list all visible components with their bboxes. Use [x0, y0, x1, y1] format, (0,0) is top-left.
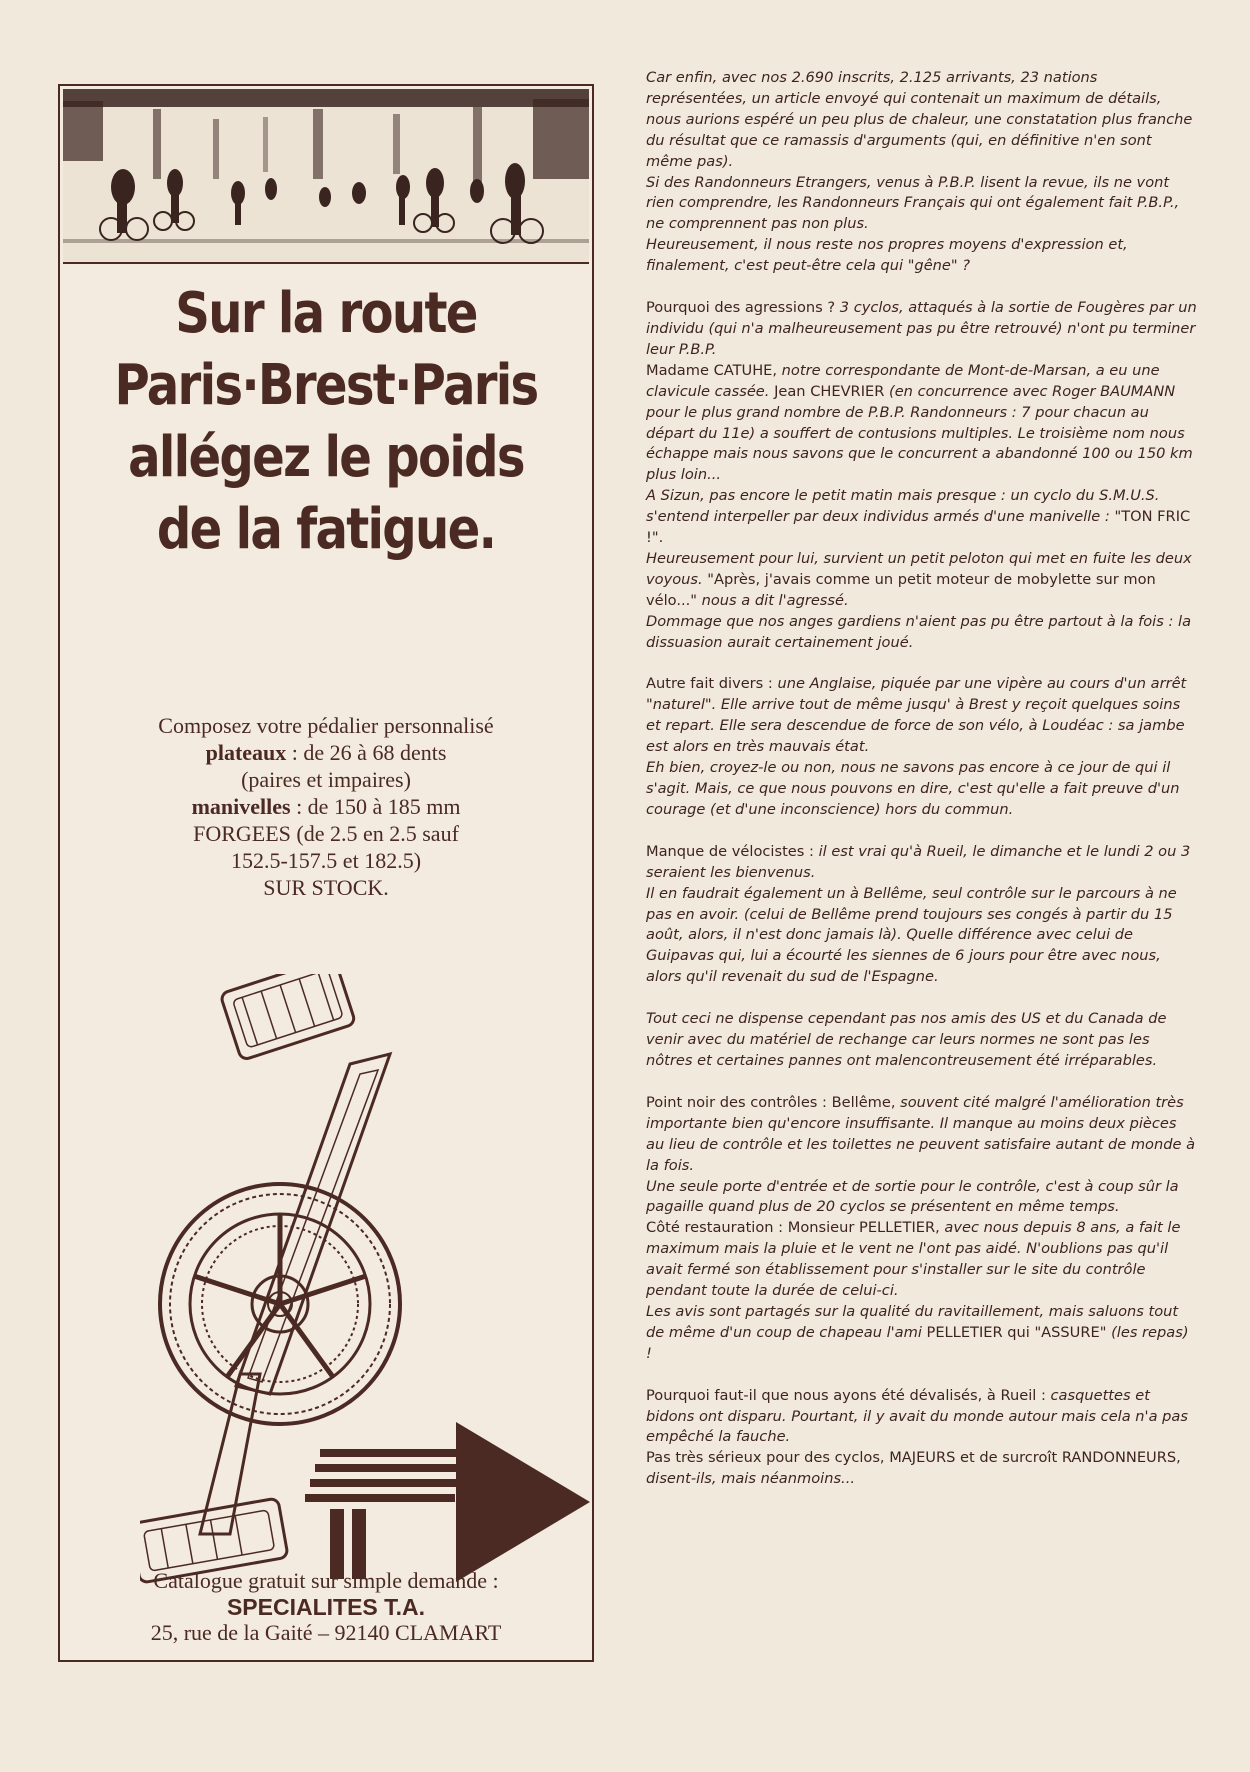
offer-plateaux [60, 739, 592, 766]
offer-manivelles [60, 793, 592, 820]
p1c-text: Heureusement, il nous reste nos propres moyens d'expression et, finalement, c'est peut-être cela qui "gêne" ? [646, 236, 1128, 275]
article-paragraph-3 [646, 674, 1198, 820]
crankset-illustration [140, 974, 600, 1604]
catalogue-request: Catalogue gratuit sur simple demande : [153, 1568, 499, 1593]
p2e-text: Heureusement pour lui, survient un petit peloton qui met en fuite les deux voyous. [646, 549, 1192, 588]
p3-lead: Autre fait divers : [646, 675, 773, 693]
article-paragraph-5 [646, 1009, 1198, 1072]
p6-lead: Point noir des contrôles : Bellême, [646, 1093, 896, 1111]
p1-text: Car enfin, avec nos 2.690 inscrits, 2.125 arrivants, 23 nations représentées, un article envoyé qui contenait un maximum de détails, nous aurions espéré un peu plus de chaleur, une constatation plus franche du résultat que ce ramassis d'arguments (qui, en définitive n'en sont même pas). [646, 69, 1193, 170]
p3-text: une Anglaise, piquée par une vipère au cours d'un arrêt "naturel". Elle arrive tout de même jusqu' à Brest y reçoit quelques soins et repart. Elle sera descendue de force de son vélo, à Loudéac : sa jambe est alors en très mauvais état. [646, 675, 1187, 756]
p1b-text: Si des Randonneurs Etrangers, venus à P.B.P. lisent la revue, ils ne vont rien comprendre, les Randonneurs Français qui ont également fait P.B.P., ne comprennent pas non plus. [646, 173, 1180, 233]
company-address: 25, rue de la Gaité – 92140 CLAMART [150, 1620, 502, 1645]
p4b-text: Il en faudrait également un à Bellême, seul contrôle sur le parcours à ne pas en avoir. (celui de Bellême prend toujours ses congés à partir du 15 août, alors, il n'est donc jamais là). Quelle différence avec celui de Guipavas qui, lui a écourté les siennes de 6 jours pour être avec nous, alors qu'il revenait du sud de l'Espagne. [646, 884, 1177, 986]
p6d-name: PELLETIER qui "ASSURE" [926, 1323, 1107, 1341]
p6c-lead: Côté restauration : Monsieur PELLETIER, [646, 1219, 940, 1237]
p6-text: souvent cité malgré l'amélioration très importante bien qu'encore insuffisante. Il manque au moins deux pièces au lieu de contrôle et les toilettes ne peuvent satisfaire autant de monde à la fois. [646, 1093, 1196, 1174]
p2f-text: Dommage que nos anges gardiens n'aient pas pu être partout à la fois : la dissuasion aurait certainement joué. [646, 612, 1192, 651]
manivelles-label: manivelles [191, 794, 291, 819]
p6b-text: Une seule porte d'entrée et de sortie pour le contrôle, c'est à coup sûr la pagaille quand plus de 20 cyclos se présentent en même temps. [646, 1177, 1179, 1216]
offer-plateaux-note: (paires et impaires) [241, 767, 411, 792]
article-paragraph-4 [646, 842, 1198, 988]
p7-text: casquettes et bidons ont disparu. Pourtant, il y avait du monde autour mais cela n'a pas empêché la fauche. [646, 1386, 1188, 1446]
plateaux-label: plateaux [205, 740, 287, 765]
ad-offer [60, 712, 592, 901]
p4-lead: Manque de vélocistes : [646, 842, 814, 860]
p7-lead: Pourquoi faut-il que nous ayons été dévalisés, à Rueil : [646, 1386, 1046, 1404]
offer-intro: Composez votre pédalier personnalisé [158, 713, 494, 738]
headline-line-3: allégez le poids [128, 425, 524, 490]
p2d-quote: "TON FRIC !". [646, 508, 1191, 547]
p7b-text: disent-ils, mais néanmoins... [646, 1470, 855, 1488]
p2-text: 3 cyclos, attaqués à la sortie de Fougères par un individu (qui n'a malheureusement pas pu être retrouvé) n'ont pu terminer leur P.B.P. [646, 299, 1197, 358]
p6d-tail: (les repas) ! [646, 1323, 1189, 1362]
plateaux-value: : de 26 à 68 dents [286, 740, 447, 765]
ad-contact [60, 1568, 592, 1646]
advertisement [58, 84, 594, 1662]
article-paragraph-6 [646, 1093, 1198, 1365]
manivelles-value: : de 150 à 185 mm [290, 794, 461, 819]
headline-line-1: Sur la route [175, 281, 477, 346]
company-name: SPECIALITES T.A. [226, 1594, 426, 1620]
p5-text: Tout ceci ne dispense cependant pas nos amis des US et du Canada de venir avec du matériel de rechange car leurs normes ne sont pas les nôtres et certaines pannes ont malencontreusement été irréparables. [646, 1010, 1167, 1069]
p2c-text: (en concurrence avec Roger BAUMANN pour le plus grand nombre de P.B.P. Randonneurs : 7 pour chacun au départ du 11e) a souffert de contusions multiples. Le troisième nom nous échappe mais nous savons que le concurrent a abandonné 100 ou 150 km plus loin... [646, 382, 1193, 484]
ad-headline [97, 278, 555, 566]
headline-line-4: de la fatigue. [156, 497, 496, 562]
p4-text: il est vrai qu'à Rueil, le dimanche et le lundi 2 ou 3 seraient les bienvenus. [646, 842, 1191, 881]
p2e-tail: nous a dit l'agressé. [696, 591, 849, 609]
article-paragraph-7 [646, 1386, 1198, 1491]
cyclists-photo [63, 89, 589, 264]
offer-forgees: FORGEES (de 2.5 en 2.5 sauf [193, 821, 459, 846]
article-column [646, 68, 1198, 1511]
offer-stock: SUR STOCK. [263, 875, 389, 900]
p2b-name: Madame CATUHE, [646, 361, 778, 379]
p3b-text: Eh bien, croyez-le ou non, nous ne savons pas encore à ce jour de qui il s'agit. Mais, ce que nous pouvons en dire, c'est qu'elle a fait preuve d'un courage (et d'une inconscience) hors du commun. [646, 759, 1180, 818]
p2-lead: Pourquoi des agressions ? [646, 299, 836, 317]
p7b-lead: Pas très sérieux pour des cyclos, MAJEURS et de surcroît RANDONNEURS, [646, 1449, 1181, 1467]
ta-logo [305, 1422, 590, 1582]
article-paragraph-1 [646, 68, 1198, 277]
article-paragraph-2 [646, 298, 1198, 653]
p6c-text: avec nous depuis 8 ans, a fait le maximum mais la pluie et le vent ne l'ont pas aidé. N'oublions pas qu'il avait fermé son établissement pour s'installer sur le site du contrôle pendant toute la durée de celui-ci. [646, 1219, 1181, 1300]
headline-line-2: Paris·Brest·Paris [114, 353, 538, 418]
p2e-quote: "Après, j'avais comme un petit moteur de mobylette sur mon vélo..." [646, 570, 1156, 609]
offer-forgees-sizes: 152.5-157.5 et 182.5) [230, 848, 422, 873]
p2c-name: Jean CHEVRIER [774, 382, 885, 400]
p2d-text: A Sizun, pas encore le petit matin mais presque : un cyclo du S.M.U.S. s'entend interpeller par deux individus armés d'une manivelle : [646, 487, 1160, 526]
p2b-text: notre correspondante de Mont-de-Marsan, a eu une clavicule cassée. [646, 361, 1160, 400]
p6d-text: Les avis sont partagés sur la qualité du ravitaillement, mais saluons tout de même d'un coup de chapeau l'ami [646, 1302, 1179, 1341]
